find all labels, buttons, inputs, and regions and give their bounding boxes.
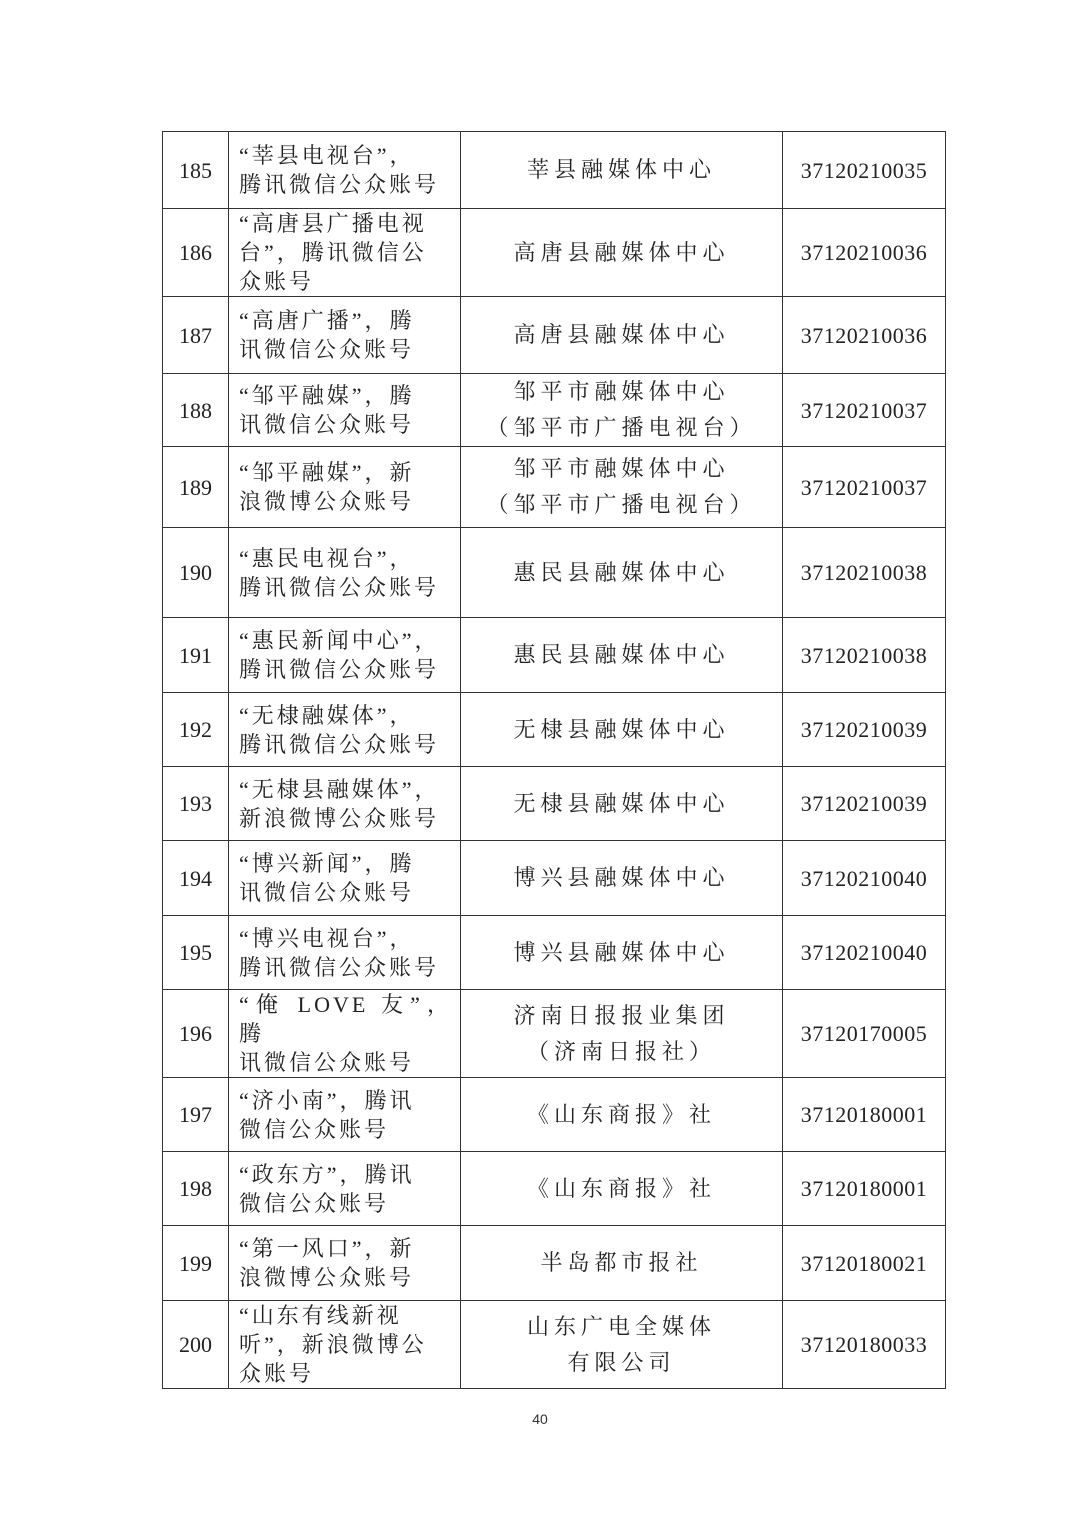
organization-cell: 博兴县融媒体中心: [461, 841, 783, 916]
license-code-cell: 37120210040: [783, 916, 946, 990]
account-name-cell: “政东方”，腾讯 微信公众账号: [229, 1152, 461, 1226]
account-name-cell: “无棣县融媒体”， 新浪微博公众账号: [229, 767, 461, 841]
account-name-cell: “济小南”，腾讯 微信公众账号: [229, 1078, 461, 1152]
organization-cell: 邹平市融媒体中心 （邹平市广播电视台）: [461, 374, 783, 447]
row-number-cell: 186: [163, 209, 229, 297]
row-number-cell: 190: [163, 528, 229, 618]
license-code-cell: 37120170005: [783, 990, 946, 1078]
row-number-cell: 187: [163, 297, 229, 374]
table-row: [163, 990, 946, 1078]
organization-cell: 博兴县融媒体中心: [461, 916, 783, 990]
row-number-cell: 196: [163, 990, 229, 1078]
organization-cell: 高唐县融媒体中心: [461, 297, 783, 374]
organization-cell: 《山东商报》社: [461, 1152, 783, 1226]
table-row: [163, 209, 946, 297]
organization-cell: 无棣县融媒体中心: [461, 693, 783, 767]
table-row: [163, 1301, 946, 1389]
row-number-cell: 194: [163, 841, 229, 916]
organization-cell: 《山东商报》社: [461, 1078, 783, 1152]
table-body: [163, 132, 946, 1389]
license-code-cell: 37120210039: [783, 693, 946, 767]
account-name-cell: “第一风口”，新 浪微博公众账号: [229, 1226, 461, 1301]
account-name-cell: “博兴电视台”， 腾讯微信公众账号: [229, 916, 461, 990]
license-code-cell: 37120210037: [783, 374, 946, 447]
row-number-cell: 191: [163, 618, 229, 693]
table-row: [163, 1152, 946, 1226]
account-name-cell: “山东有线新视 听”，新浪微博公 众账号: [229, 1301, 461, 1389]
account-name-cell: “惠民电视台”， 腾讯微信公众账号: [229, 528, 461, 618]
license-code-cell: 37120210036: [783, 209, 946, 297]
row-number-cell: 185: [163, 132, 229, 209]
table-row: [163, 618, 946, 693]
account-name-cell: “高唐广播”，腾 讯微信公众账号: [229, 297, 461, 374]
organization-cell: 惠民县融媒体中心: [461, 528, 783, 618]
organization-cell: 邹平市融媒体中心 （邹平市广播电视台）: [461, 447, 783, 528]
table-row: [163, 528, 946, 618]
table-row: [163, 916, 946, 990]
table-row: [163, 767, 946, 841]
license-code-cell: 37120180033: [783, 1301, 946, 1389]
row-number-cell: 197: [163, 1078, 229, 1152]
table-row: [163, 447, 946, 528]
organization-cell: 山东广电全媒体 有限公司: [461, 1301, 783, 1389]
organization-cell: 惠民县融媒体中心: [461, 618, 783, 693]
account-name-cell: “惠民新闻中心”， 腾讯微信公众账号: [229, 618, 461, 693]
table-row: [163, 1226, 946, 1301]
license-code-cell: 37120210040: [783, 841, 946, 916]
table-row: [163, 374, 946, 447]
row-number-cell: 192: [163, 693, 229, 767]
table-row: [163, 132, 946, 209]
license-code-cell: 37120210037: [783, 447, 946, 528]
organization-cell: 济南日报报业集团 （济南日报社）: [461, 990, 783, 1078]
page-number: 40: [532, 1411, 548, 1427]
account-name-cell: “邹平融媒”，新 浪微博公众账号: [229, 447, 461, 528]
license-code-cell: 37120180001: [783, 1078, 946, 1152]
account-name-cell: “俺 LOVE 友”，腾 讯微信公众账号: [229, 990, 461, 1078]
media-account-table: [162, 131, 946, 1389]
row-number-cell: 195: [163, 916, 229, 990]
organization-cell: 无棣县融媒体中心: [461, 767, 783, 841]
license-code-cell: 37120210036: [783, 297, 946, 374]
account-name-cell: “无棣融媒体”， 腾讯微信公众账号: [229, 693, 461, 767]
account-name-cell: “莘县电视台”， 腾讯微信公众账号: [229, 132, 461, 209]
row-number-cell: 189: [163, 447, 229, 528]
row-number-cell: 199: [163, 1226, 229, 1301]
row-number-cell: 200: [163, 1301, 229, 1389]
account-name-cell: “高唐县广播电视 台”，腾讯微信公 众账号: [229, 209, 461, 297]
table-row: [163, 1078, 946, 1152]
organization-cell: 高唐县融媒体中心: [461, 209, 783, 297]
account-name-cell: “博兴新闻”，腾 讯微信公众账号: [229, 841, 461, 916]
row-number-cell: 193: [163, 767, 229, 841]
table-row: [163, 693, 946, 767]
row-number-cell: 198: [163, 1152, 229, 1226]
account-name-cell: “邹平融媒”，腾 讯微信公众账号: [229, 374, 461, 447]
license-code-cell: 37120210039: [783, 767, 946, 841]
table-row: [163, 297, 946, 374]
organization-cell: 莘县融媒体中心: [461, 132, 783, 209]
license-code-cell: 37120180001: [783, 1152, 946, 1226]
license-code-cell: 37120210035: [783, 132, 946, 209]
table-row: [163, 841, 946, 916]
license-code-cell: 37120180021: [783, 1226, 946, 1301]
license-code-cell: 37120210038: [783, 528, 946, 618]
row-number-cell: 188: [163, 374, 229, 447]
license-code-cell: 37120210038: [783, 618, 946, 693]
organization-cell: 半岛都市报社: [461, 1226, 783, 1301]
